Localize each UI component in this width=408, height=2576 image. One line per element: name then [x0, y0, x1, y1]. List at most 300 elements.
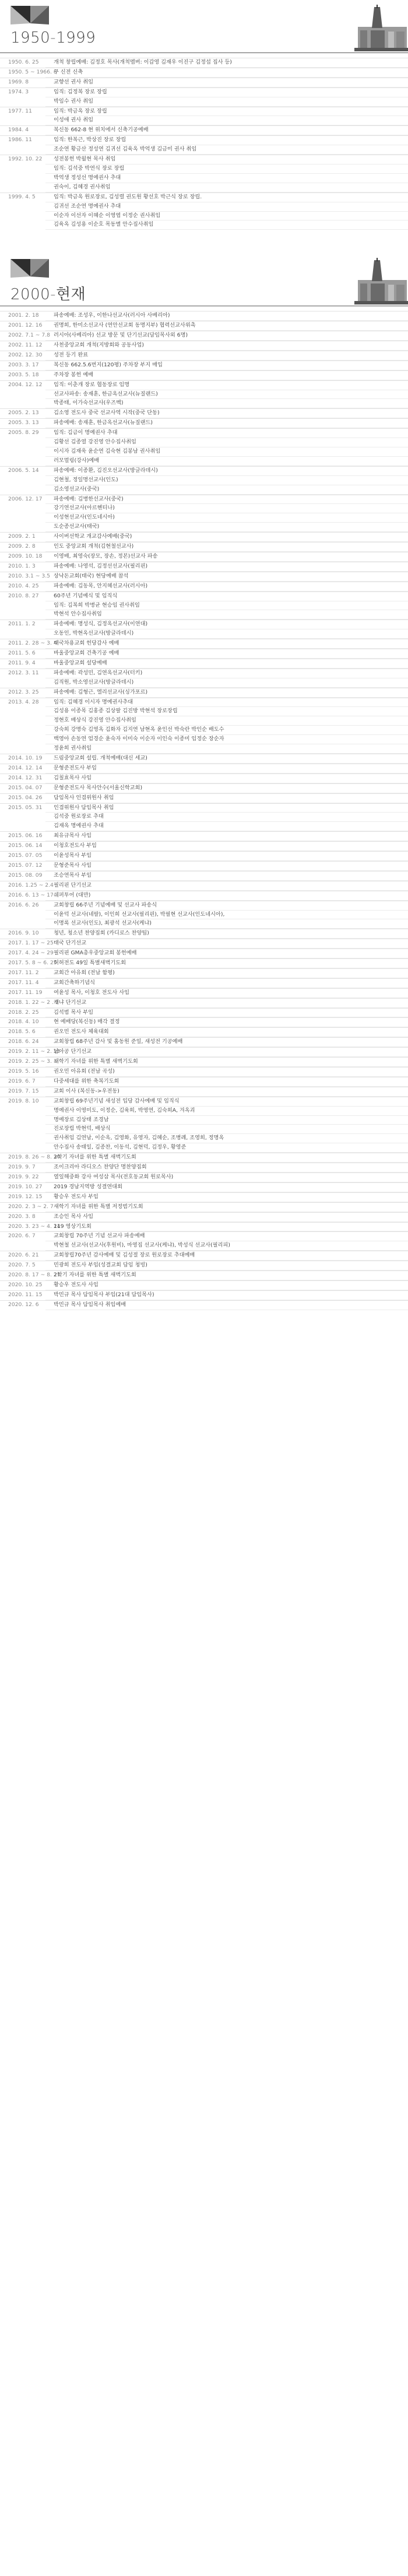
timeline-entry	[0, 1290, 408, 1300]
entry-text: 파송예배: 김병한선교사(중국)	[45, 495, 408, 505]
church-building-image	[354, 258, 408, 304]
entry-text: 임직: 이춘개 장로 협동장로 임명	[45, 380, 408, 390]
entry-date: 2020. 10. 25	[0, 1280, 45, 1290]
entry-text: 이영배, 최영숙(장모, 장손, 정본)선교사 파송	[45, 552, 408, 562]
entry-date	[0, 174, 45, 183]
entry-text: 열일해중화 강사 여성삼 목사(전호동교회 원로목사)	[45, 1172, 408, 1182]
entry-date	[0, 399, 45, 408]
entry-text: 김석중 원로장로 추대	[45, 813, 408, 822]
entry-text: 김소영선교사(중국)	[45, 485, 408, 495]
entry-date: 2014. 12. 31	[0, 774, 45, 783]
timeline-entry	[0, 988, 408, 998]
entry-text: 2학기 자녀를 위한 특별 새벽기도회	[45, 1270, 408, 1280]
era-start: 2000	[10, 286, 51, 304]
entry-date	[0, 476, 45, 485]
entry-text: 교회간 아유회 (전남 함평)	[45, 968, 408, 978]
entry-text: 파송예배: 곽성민, 김연옥선교사(터키)	[45, 668, 408, 678]
entry-text: 복신동 662-8 현 위치에서 신축기공예배	[45, 125, 408, 135]
entry-text: 남아공 단기선교	[45, 1047, 408, 1057]
timeline-entry	[0, 998, 408, 1008]
entry-text: 문형준전도사 목사안수(서울신학교회)	[45, 783, 408, 793]
entry-text: 상낙돈교회(태국) 현당예배 참석	[45, 572, 408, 582]
timeline-entry	[0, 1008, 408, 1018]
timeline-entry	[0, 803, 408, 813]
entry-text: 이순자 이선자 이혜순 이영엽 이정순 권사취임	[45, 212, 408, 221]
entry-text: 조순연 황금산 정성연 김귀선 김육옥 박억생 김금미 권사 취임	[45, 145, 408, 155]
era-title	[10, 29, 96, 47]
entry-date	[0, 678, 45, 688]
entry-date: 2005. 3. 13	[0, 418, 45, 428]
section-gap	[0, 230, 408, 253]
entry-date: 2006. 5. 14	[0, 466, 45, 476]
entry-date: 2020. 3. 8	[0, 1212, 45, 1222]
entry-date: 1984. 4	[0, 125, 45, 135]
entry-date	[0, 164, 45, 174]
entry-date	[0, 1116, 45, 1125]
entry-text: 바울중앙교회 건축기공 예배	[45, 649, 408, 659]
timeline-entry	[0, 438, 408, 447]
entry-text: 권오민 전도사 체육대회	[45, 1027, 408, 1037]
timeline-entry	[0, 1241, 408, 1251]
entry-text: 이성현선교사(인도네시아)	[45, 513, 408, 523]
entry-text: 교회창립70주년 감사예배 및 김성절 장로 원로장로 추대예배	[45, 1251, 408, 1261]
timeline-entry	[0, 370, 408, 380]
entry-text: 권명희, 한미소선교사 (연안선교회 동명지부) 협력선교사위촉	[45, 321, 408, 331]
entry-text: 주차장 봉헌 예배	[45, 370, 408, 380]
timeline-entry	[0, 649, 408, 659]
timeline-entry	[0, 1300, 408, 1310]
entry-text: 담임목사 인겸위원사 취임	[45, 793, 408, 803]
entry-date: 2019. 7. 15	[0, 1087, 45, 1097]
entry-text: 황승우 전도사 부임	[45, 1192, 408, 1202]
entry-date: 2019. 8. 26 ~ 8. 30	[0, 1153, 45, 1163]
timeline-entry	[0, 774, 408, 783]
entry-text: 박민규 목사 담임목사 부임(21대 담임목사)	[45, 1290, 408, 1300]
entry-text: 바울중앙교회 설당예배	[45, 659, 408, 668]
entry-date: 2015. 04. 07	[0, 783, 45, 793]
entry-date: 2016. 6. 26	[0, 901, 45, 911]
timeline-entry	[0, 390, 408, 400]
entry-date: 2010. 8. 27	[0, 592, 45, 601]
timeline-entry	[0, 174, 408, 183]
entry-date: 2019. 5. 16	[0, 1067, 45, 1077]
era-start: 1950	[10, 29, 51, 47]
timeline-entry	[0, 202, 408, 212]
timeline-entry	[0, 978, 408, 988]
entry-date	[0, 1134, 45, 1143]
timeline-entry	[0, 911, 408, 920]
entry-date: 2017. 11. 19	[0, 988, 45, 998]
entry-date: 2009. 2. 1	[0, 532, 45, 542]
entry-text: 개척 창립예배: 김정호 목사(개척멤버: 이갑영 김재우 이진구 김정섭 집사 등)	[45, 58, 408, 68]
timeline-entry	[0, 145, 408, 155]
timeline-entry	[0, 360, 408, 370]
timeline-entry	[0, 1212, 408, 1222]
timeline-entry	[0, 1143, 408, 1153]
entry-date: 2011. 1. 2	[0, 620, 45, 629]
entry-date: 2016. 1.25 ~ 2.4	[0, 881, 45, 891]
entry-text: 교회창립 68주년 감사 및 홈동원 준일, 새성전 기공예배	[45, 1037, 408, 1047]
entry-text: 박임수 권사 취임	[45, 97, 408, 107]
timeline-entry	[0, 183, 408, 192]
timeline-list	[0, 306, 408, 1310]
timeline-entry	[0, 58, 408, 68]
timeline-entry	[0, 735, 408, 744]
timeline-entry	[0, 1027, 408, 1037]
entry-text: 교회 이사 (복신동->우전동)	[45, 1087, 408, 1097]
entry-text: 쉐퍼투어 (대만)	[45, 891, 408, 901]
entry-date: 2017. 11. 2	[0, 968, 45, 978]
era-header	[0, 0, 408, 52]
entry-text: 필리핀 단기선교	[45, 881, 408, 891]
entry-date: 1977. 11	[0, 107, 45, 117]
entry-text: 교회창립 66주년 기념예배 및 선교사 파송식	[45, 901, 408, 911]
entry-text: 조승연목사 부임	[45, 871, 408, 881]
entry-text: 김육옥 김성용 이순호 목동별 안수집사취임	[45, 220, 408, 230]
entry-text: 2019 경남지역방 성결연대회	[45, 1182, 408, 1192]
timeline-entry	[0, 495, 408, 505]
entry-text: 청년, 청소년 찬양집회 (카디로스 찬양팀)	[45, 929, 408, 939]
entry-date: 2019. 9. 7	[0, 1163, 45, 1172]
timeline-entry	[0, 707, 408, 716]
entry-text: 이윤덕 선교사(네팔), 이인희 선교사(필리핀), 박필현 선교사(인도네시아),	[45, 911, 408, 920]
entry-date: 1986. 11	[0, 135, 45, 145]
entry-text: 정현호 배상식 강진영 안수집사취임	[45, 716, 408, 726]
timeline-entry	[0, 958, 408, 968]
timeline-entry	[0, 1134, 408, 1143]
entry-text: 강기연선교사(아르헨티나)	[45, 504, 408, 513]
entry-date: 1969. 8	[0, 78, 45, 88]
entry-date	[0, 485, 45, 495]
entry-text: 오동인, 박현옥선교사(방글라데시)	[45, 629, 408, 639]
timeline-entry	[0, 716, 408, 726]
entry-text: 김현철, 정일명선교사(인도)	[45, 476, 408, 485]
timeline-entry	[0, 1047, 408, 1057]
entry-date: 2015. 07. 05	[0, 851, 45, 861]
entry-date: 2002. 7.1 ~ 7.8	[0, 331, 45, 341]
timeline-entry	[0, 901, 408, 911]
entry-date: 2017. 4. 24 ~ 29	[0, 949, 45, 958]
era-end: 1999	[56, 29, 96, 47]
entry-date: 2015. 06. 16	[0, 831, 45, 841]
timeline-entry	[0, 1192, 408, 1202]
entry-date: 2015. 04. 26	[0, 793, 45, 803]
era-section	[0, 253, 408, 1310]
timeline-entry	[0, 1037, 408, 1047]
entry-text: 조이크리아 라디오스 찬양단 명찬양집회	[45, 1163, 408, 1172]
entry-date	[0, 744, 45, 754]
entry-text: 이윤성목사 부임	[45, 851, 408, 861]
entry-text: 이성애 권사 취임	[45, 116, 408, 125]
timeline-entry	[0, 321, 408, 331]
entry-text: 파송예배: 나영석, 김정선선교사(필리핀)	[45, 562, 408, 572]
entry-date	[0, 145, 45, 155]
timeline-entry	[0, 466, 408, 476]
entry-date: 2009. 2. 8	[0, 542, 45, 552]
timeline-entry	[0, 380, 408, 390]
entry-date: 2017. 5. 8 ~ 6. 25	[0, 958, 45, 968]
timeline-entry	[0, 968, 408, 978]
entry-date: 2010. 3.1 ~ 3.5	[0, 572, 45, 582]
entry-date: 2018. 5. 6	[0, 1027, 45, 1037]
entry-date	[0, 513, 45, 523]
entry-text: 사천중앙교회 개척(지방회와 공동사업)	[45, 341, 408, 351]
timeline-entry	[0, 744, 408, 754]
era-end: 현재	[56, 286, 86, 304]
entry-date: 2005. 2. 13	[0, 408, 45, 418]
entry-text: 강숙희 강명숙 김영옥 김화자 김지연 남현옥 윤인선 박숙란 박인순 배도수	[45, 726, 408, 735]
timeline-entry	[0, 1182, 408, 1192]
timeline-entry	[0, 97, 408, 107]
entry-text: 선교사파송: 송재훈, 한금옥선교사(뉴질랜드)	[45, 390, 408, 400]
entry-date: 2010. 4. 25	[0, 582, 45, 592]
entry-text: 이청호전도사 부임	[45, 841, 408, 851]
timeline-entry	[0, 164, 408, 174]
entry-text: 권숙이, 김혜경 권사취임	[45, 183, 408, 192]
entry-text: 임직: 김석중 박연식 장로 장립	[45, 164, 408, 174]
entry-text: 진로장립 박현덕, 배상식	[45, 1125, 408, 1134]
entry-date	[0, 919, 45, 929]
entry-text: 황승우 전도사 사임	[45, 1280, 408, 1290]
timeline-entry	[0, 1222, 408, 1232]
timeline-entry	[0, 592, 408, 601]
timeline-entry	[0, 107, 408, 117]
timeline-entry	[0, 1153, 408, 1163]
entry-text: 임직: 박금옥 장로 장립	[45, 107, 408, 117]
entry-text: 교회창립 69주년기념 새성전 입당 감사예배 및 임직식	[45, 1097, 408, 1107]
entry-date: 2018. 1. 22 ~ 2 . 2	[0, 998, 45, 1008]
timeline-entry	[0, 1202, 408, 1212]
timeline-entry	[0, 155, 408, 164]
entry-text: 교회창립 70주년 기념 선교사 파송예배	[45, 1231, 408, 1241]
entry-text: 임직: 김정복 장로 장립	[45, 88, 408, 97]
timeline-entry	[0, 447, 408, 457]
timeline-entry	[0, 212, 408, 221]
timeline-entry	[0, 408, 408, 418]
timeline-entry	[0, 476, 408, 485]
entry-date: 2019. 8. 10	[0, 1097, 45, 1107]
entry-text: 김소영 전도사 중국 선교사역 시작(중국 단동)	[45, 408, 408, 418]
entry-date: 2019. 6. 7	[0, 1077, 45, 1087]
entry-date	[0, 629, 45, 639]
entry-date: 2020. 7. 5	[0, 1261, 45, 1270]
entry-date: 2020. 11. 15	[0, 1290, 45, 1300]
entry-text: 러모멀링(강사)예배	[45, 457, 408, 466]
entry-date: 2020. 3. 23 ~ 4. 24	[0, 1222, 45, 1232]
entry-date: 2009. 10. 18	[0, 552, 45, 562]
entry-date: 2020. 12. 6	[0, 1300, 45, 1310]
timeline-entry	[0, 929, 408, 939]
timeline-entry	[0, 532, 408, 542]
timeline-entry	[0, 1077, 408, 1087]
entry-date: 1974. 3	[0, 88, 45, 97]
timeline-entry	[0, 485, 408, 495]
entry-text: 현 예배당(복신동) 매각 결정	[45, 1017, 408, 1027]
timeline-entry	[0, 659, 408, 668]
entry-text: 박현철 선교사(선교사(후원비), 마영집 선교사(케냐), 박성식 선교사(필리피)	[45, 1241, 408, 1251]
entry-date: 2019. 2. 25 ~ 3. 1	[0, 1057, 45, 1067]
entry-date: 2001. 2. 18	[0, 311, 45, 321]
timeline-entry	[0, 841, 408, 851]
entry-date	[0, 813, 45, 822]
entry-date	[0, 212, 45, 221]
timeline-entry	[0, 939, 408, 949]
entry-date	[0, 911, 45, 920]
timeline-entry	[0, 68, 408, 78]
timeline-entry	[0, 793, 408, 803]
timeline-entry	[0, 192, 408, 202]
entry-date	[0, 183, 45, 192]
entry-text: 드림중앙교회 설립. 개척예배(대신 세교)	[45, 754, 408, 764]
entry-text: 최유규목사 사임	[45, 831, 408, 841]
entry-text: 명예장로 김상태 조경남	[45, 1116, 408, 1125]
entry-date	[0, 457, 45, 466]
era-dash: -	[50, 29, 57, 47]
timeline-entry	[0, 688, 408, 698]
entry-text: 박민규 목사 담임목사 취임예배	[45, 1300, 408, 1310]
timeline-entry	[0, 1261, 408, 1270]
timeline-entry	[0, 116, 408, 125]
timeline-entry	[0, 341, 408, 351]
entry-text: 김귀선 조순연 명예권사 추대	[45, 202, 408, 212]
entry-date: 2015. 07. 12	[0, 861, 45, 871]
timeline-entry	[0, 125, 408, 135]
entry-date: 2006. 12. 17	[0, 495, 45, 505]
timeline-entry	[0, 881, 408, 891]
entry-date	[0, 523, 45, 532]
entry-date: 2010. 1. 3	[0, 562, 45, 572]
timeline-entry	[0, 523, 408, 532]
entry-date: 2017. 11. 4	[0, 978, 45, 988]
entry-date: 2004. 12. 12	[0, 380, 45, 390]
entry-date: 2018. 6. 24	[0, 1037, 45, 1047]
entry-text: 임직: 한복근, 박상진 장로 장립	[45, 135, 408, 145]
entry-date: 1999. 4. 5	[0, 192, 45, 202]
entry-text: 러시아(사베리아) 선교 방문 및 단기선교(담임목사외 6명)	[45, 331, 408, 341]
entry-date: 2017. 1. 17 ~ 25	[0, 939, 45, 949]
entry-date	[0, 97, 45, 107]
timeline-entry	[0, 88, 408, 97]
entry-text: 파송예배: 조성우, 이한나선교사(러시아 사베리아)	[45, 311, 408, 321]
timeline-entry	[0, 629, 408, 639]
entry-text: 이시자 김재욱 윤순연 김숙현 김봉남 권사취임	[45, 447, 408, 457]
timeline-entry	[0, 620, 408, 629]
entry-text: 다중세대를 위한 축복기도회	[45, 1077, 408, 1087]
entry-text: 박종태, 이가숙선교사(우즈벡)	[45, 399, 408, 408]
entry-text: 명예권사 이영미도, 이정순, 김육희, 박영연, 김숙희A, 겨옥괴	[45, 1107, 408, 1116]
entry-text: 민광희 전도사 부임(성결교회 담임 청빙)	[45, 1261, 408, 1270]
entry-text: 태국 단기선교	[45, 939, 408, 949]
entry-date: 2015. 08. 09	[0, 871, 45, 881]
timeline-entry	[0, 871, 408, 881]
entry-date: 2019. 2. 11 ~ 2. 21	[0, 1047, 45, 1057]
timeline-entry	[0, 220, 408, 230]
entry-date	[0, 438, 45, 447]
entry-date	[0, 716, 45, 726]
entry-text: 임직: 김복희 박병균 현승임 권사취임	[45, 601, 408, 611]
entry-date: 2012. 3. 11	[0, 668, 45, 678]
timeline-entry	[0, 1270, 408, 1280]
timeline-entry	[0, 457, 408, 466]
timeline-entry	[0, 418, 408, 428]
entry-text: 교향선 권사 취임	[45, 78, 408, 88]
entry-date: 2011. 9. 4	[0, 659, 45, 668]
entry-text: 60주년 기념예식 및 임직식	[45, 592, 408, 601]
entry-date	[0, 220, 45, 230]
timeline-entry	[0, 572, 408, 582]
entry-text: 새학기 자녀를 위한 특별 저정범기도회	[45, 1202, 408, 1212]
timeline-entry	[0, 1057, 408, 1067]
entry-date	[0, 1241, 45, 1251]
entry-text: 김칠효목사 사임	[45, 774, 408, 783]
entry-date	[0, 504, 45, 513]
entry-date	[0, 116, 45, 125]
timeline-list	[0, 53, 408, 230]
entry-text: 김직원, 박소영선교사(방글라데시)	[45, 678, 408, 688]
entry-date	[0, 1125, 45, 1134]
entry-text: 사이버선학교 개교감사예배(중국)	[45, 532, 408, 542]
entry-text: 파송예배: 김동목, 안지혜선교사(러시아)	[45, 582, 408, 592]
entry-text: 도순종선교사(태국)	[45, 523, 408, 532]
timeline-entry	[0, 754, 408, 764]
entry-text: 임직: 김혜경 이시자 명예권사추대	[45, 698, 408, 708]
entry-text: 허허전도 49일 특별새벽기도회	[45, 958, 408, 968]
timeline-entry	[0, 601, 408, 611]
entry-date: 2003. 5. 18	[0, 370, 45, 380]
entry-date: 2001. 12. 16	[0, 321, 45, 331]
timeline-entry	[0, 504, 408, 513]
entry-text: 정윤희 권사취임	[45, 744, 408, 754]
entry-text: 김황선 김종열 강진영 안수집사취임	[45, 438, 408, 447]
entry-text: 문형준목사 사임	[45, 861, 408, 871]
timeline-entry	[0, 813, 408, 822]
timeline-entry	[0, 552, 408, 562]
timeline-entry	[0, 831, 408, 841]
entry-text: 새학기 자녀를 위한 특별 새벽기도회	[45, 1057, 408, 1067]
timeline-entry	[0, 542, 408, 552]
timeline-entry	[0, 513, 408, 523]
entry-text: 2학기 자녀를 위한 특별 새벽기도회	[45, 1153, 408, 1163]
entry-date: 2020. 8. 17 ~ 8. 21	[0, 1270, 45, 1280]
era-dash: -	[50, 286, 57, 304]
timeline-entry	[0, 783, 408, 793]
entry-date: 2018. 2. 25	[0, 1008, 45, 1018]
entry-date: 1992. 10. 22	[0, 155, 45, 164]
church-building-image	[354, 5, 408, 51]
entry-text: 파송예배: 김형근, 엘리선교사(싱가포르)	[45, 688, 408, 698]
entry-date	[0, 610, 45, 620]
entry-date: 2002. 12. 30	[0, 351, 45, 360]
entry-date: 2019. 10. 27	[0, 1182, 45, 1192]
timeline-entry	[0, 822, 408, 831]
timeline-entry	[0, 851, 408, 861]
entry-text: 성전 등기 완료	[45, 351, 408, 360]
timeline-entry	[0, 78, 408, 88]
entry-text: 김성용 이종목 김홍종 김상팔 김진방 박현석 장로장립	[45, 707, 408, 716]
entry-text: 인도 중앙교회 개척(김현철선교사)	[45, 542, 408, 552]
entry-text: 권사취임 김연남, 이순옥, 김영화, 유영자, 김혜순, 조병례, 조영희, 정명옥	[45, 1134, 408, 1143]
entry-date: 2020. 6. 7	[0, 1231, 45, 1241]
entry-text: 인겸위원사 담임목사 취임	[45, 803, 408, 813]
entry-text: 119 영상기도회	[45, 1222, 408, 1232]
entry-date: 2016. 6. 13 ~ 17	[0, 891, 45, 901]
entry-text: 파송예배: 명성식, 김정옥선교사(이연대)	[45, 620, 408, 629]
entry-date: 2011. 5. 6	[0, 649, 45, 659]
entry-date: 2014. 12. 14	[0, 764, 45, 774]
entry-text: 임직: 김금이 명예권사 추대	[45, 428, 408, 438]
entry-text: 김재옥 명예권사 추대	[45, 822, 408, 831]
timeline-entry	[0, 678, 408, 688]
